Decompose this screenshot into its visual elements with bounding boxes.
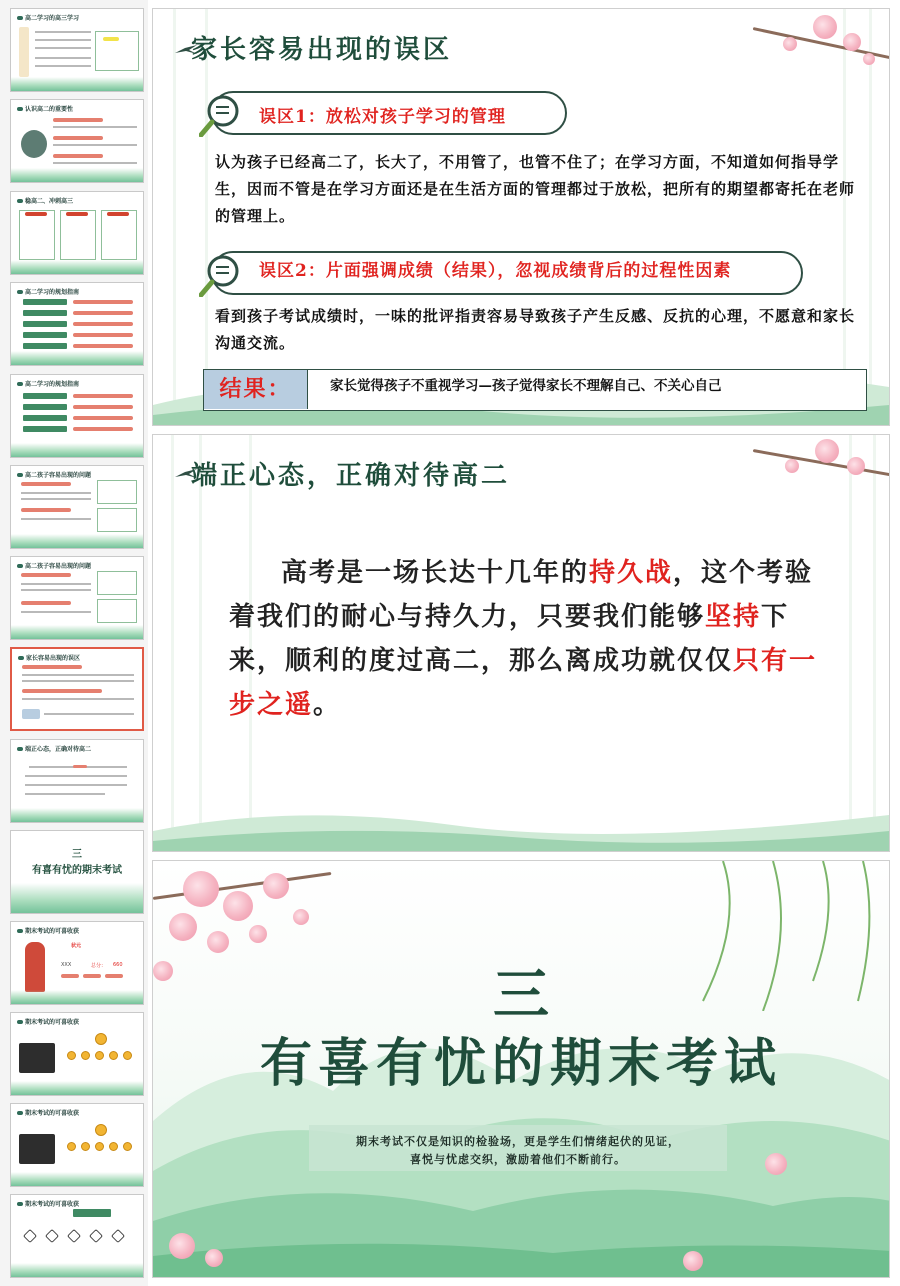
slide-thumbnail-14[interactable] [10,1194,144,1278]
slide-thumbnail-9[interactable] [10,739,144,823]
mistake1-heading: 误区1：放松对孩子学习的管理 [259,107,506,127]
slide-thumbnail-13[interactable] [10,1103,144,1187]
thumb-title: 端正心态，正确对待高二 [17,744,91,753]
thumb-title: 高二学习的高三学习 [17,13,79,22]
mindset-paragraph: 高考是一场长达十几年的持久战，这个考验着我们的耐心与持久力，只要我们能够坚持下来，顺利的度过高二，那么离成功就仅仅只有一步之遥。 [229,558,818,720]
thumb-title: 认识高二的重要性 [17,104,73,113]
slide-thumbnail-10[interactable] [10,830,144,914]
thumb-score-label: 总分： [91,963,107,969]
magnifier-icon [199,253,243,297]
thumb-grade: 状元 [71,943,82,949]
slide-thumbnail-12[interactable] [10,1012,144,1096]
thumb-title: 稳高二、冲刺高三 [17,196,73,205]
subtitle-line-1: 期末考试不仅是知识的检验场，更是学生们情绪起伏的见证， [356,1135,680,1148]
thumb-title: 家长容易出现的误区 [18,653,80,662]
slide-thumbnail-8-active[interactable] [10,647,144,731]
slide-thumbnail-rail [0,0,148,1286]
thumb-title: 期末考试的可喜收获 [17,1108,79,1117]
highlight-persistent-war: 持久战 [589,558,674,588]
mistake1-paragraph: 认为孩子已经高二了，长大了，不用管了，也管不住了；在学习方面，不知道如何指导学生，因而不管是在学习方面还是在生活方面的管理都过于放松，把所有的期望都寄托在老师的管理上。 [215,153,856,225]
slide-thumbnail-11[interactable] [10,921,144,1005]
thumb-title: 高二孩子容易出现的问题 [17,561,91,570]
thumb-title: 期末考试的可喜收获 [17,1017,79,1026]
magnifier-icon [199,93,243,137]
highlight-one-step-away: 只有一步之遥 [229,646,818,720]
slide-section-final-exam [152,860,890,1278]
thumb-section-title: 有喜有忧的期末考试 [32,865,122,876]
slide-title: 端正心态，正确对待高二 [191,461,511,491]
thumb-title: 期末考试的可喜收获 [17,926,79,935]
subtitle-line-2: 喜悦与忧虑交织，激励着他们不断前行。 [410,1153,626,1166]
slide-title: 家长容易出现的误区 [191,35,453,65]
result-label: 结果： [204,370,308,409]
slide-parents-misconceptions [152,8,890,426]
slide-thumbnail-5[interactable] [10,374,144,458]
mistake2-paragraph: 看到孩子考试成绩时，一味的批评指责容易导致孩子产生反感、反抗的心理，不愿意和家长沟通交流。 [215,307,856,352]
slide-thumbnail-2[interactable] [10,99,144,183]
section-number: 三 [493,962,549,1028]
slide-thumbnail-3[interactable] [10,191,144,275]
green-hills-decoration [153,795,889,851]
mistake2-heading: 误区2：片面强调成绩（结果），忽视成绩背后的过程性因素 [259,261,732,281]
section-title: 有喜有忧的期末考试 [259,1033,782,1094]
thumb-title: 高二孩子容易出现的问题 [17,470,91,479]
slide-thumbnail-6[interactable] [10,465,144,549]
thumb-student-name: XXX [61,962,72,968]
thumb-title: 高二学习的规划指南 [17,379,79,388]
result-text: 家长觉得孩子不重视学习—孩子觉得家长不理解自己、不关心自己 [330,378,722,394]
thumb-score: 660 [113,962,123,968]
slide-thumbnail-7[interactable] [10,556,144,640]
thumb-title: 高二学习的规划指南 [17,287,79,296]
result-box [203,369,867,411]
section-subtitle-box [309,1125,727,1171]
slide-thumbnail-1[interactable] [10,8,144,92]
thumb-title: 期末考试的可喜收获 [17,1199,79,1208]
slide-right-mindset [152,434,890,852]
slide-thumbnail-4[interactable] [10,282,144,366]
highlight-persist: 坚持 [705,602,762,632]
thumb-section-number: 三 [72,849,82,860]
